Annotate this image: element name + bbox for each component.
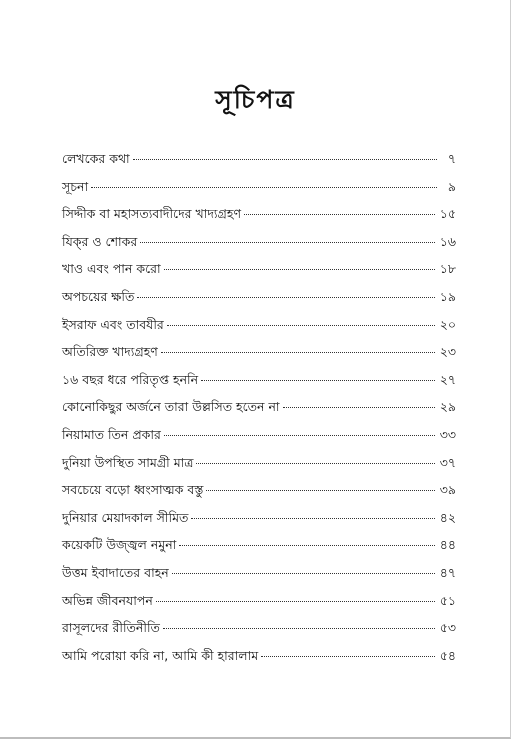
toc-entry-page: ৭ [447,151,456,166]
toc-entry-page: ৩৩ [439,426,456,442]
toc-entry[interactable] [62,453,456,481]
toc-leader-dots [163,628,435,629]
toc-entry-page: ৫১ [439,592,456,608]
toc-entry-page: ১৬ [439,233,456,249]
toc-leader-dots [201,380,435,381]
toc-entry-page: ৫৪ [439,647,456,663]
toc-entry-label: দুনিয়া উপস্থিত সামগ্রী মাত্র [62,454,194,470]
toc-entry-page: ৪৭ [439,564,456,580]
toc-leader-dots [156,601,435,602]
toc-leader-dots [164,435,435,436]
toc-entry-page: ৩৭ [439,454,456,470]
toc-entry-label: ১৬ বছর ধরে পরিতৃপ্ত হননি [62,371,199,387]
toc-entry-label: সিদ্দীক বা মহাসত্যবাদীদের খাদ্যগ্রহণ [62,206,242,222]
toc-entry-page: ২৩ [439,344,456,360]
toc-entry-label: খাও এবং পান করো [62,261,161,277]
toc-entry-page: ২০ [439,316,456,332]
toc-entry[interactable] [62,563,456,591]
toc-entry[interactable] [62,342,456,370]
toc-entry-label: কোনোকিছুর অর্জনে তারা উল্লসিত হতেন না [62,399,280,415]
toc-entry[interactable] [62,618,456,646]
toc-leader-dots [261,656,435,657]
toc-entry-page: ১৮ [439,261,456,277]
toc-entry-label: আমি পরোয়া করি না, আমি কী হারালাম [62,647,259,663]
toc-leader-dots [179,545,434,546]
toc-entry-page: ৫৩ [439,620,456,636]
page-title: সূচিপত্র [215,85,296,114]
toc-entry[interactable] [62,370,456,398]
toc-entry-label: যিক্‌র ও শোকর [62,233,138,249]
toc-leader-dots [164,269,435,270]
toc-leader-dots [191,518,434,519]
toc-entry-page: ১৫ [439,206,456,222]
toc-entry-page: ৪২ [439,509,456,525]
toc-entry[interactable] [62,232,456,260]
toc-entry-label: ইসরাফ এবং তাবযীর [62,316,164,332]
toc-entry-label: অপচয়ের ক্ষতি [62,288,135,304]
toc-entry[interactable] [62,480,456,508]
toc-entry-page: ২৭ [439,371,456,387]
toc-leader-dots [206,490,434,491]
toc-leader-dots [161,352,435,353]
toc-entry-page: ১৯ [439,288,456,304]
toc-entry-label: সবচেয়ে বড়ো ধ্বংসাত্মক বস্তু [62,482,204,498]
toc-leader-dots [172,573,435,574]
toc-entry-label: সূচনা [62,178,89,194]
toc-leader-dots [244,214,435,215]
toc-leader-dots [196,463,434,464]
toc-leader-dots [133,159,437,160]
toc-entry[interactable] [62,315,456,343]
toc-entry-label: অভিন্ন জীবনযাপন [62,592,153,608]
toc-leader-dots [140,242,434,243]
toc-entry-label: নিয়ামাত তিন প্রকার [62,426,161,442]
toc-leader-dots [91,187,437,188]
toc-entry-page: ২৯ [439,399,456,415]
toc-entry[interactable] [62,259,456,287]
toc-entry[interactable] [62,646,456,674]
toc-entry[interactable] [62,204,456,232]
toc-leader-dots [137,297,434,298]
toc-entry[interactable] [62,397,456,425]
toc-entry-label: লেখকের কথা [62,151,130,166]
toc-entry[interactable] [62,591,456,619]
toc-entry-label: অতিরিক্ত খাদ্যগ্রহণ [62,344,158,360]
toc-entry-page: ৯ [447,178,456,194]
toc-entry-page: ৪৪ [439,537,456,553]
toc-entry[interactable] [62,149,456,177]
toc-entry[interactable] [62,177,456,205]
toc-leader-dots [283,407,435,408]
toc-entry[interactable] [62,287,456,315]
toc-entry[interactable] [62,425,456,453]
toc-entry[interactable] [62,508,456,536]
table-of-contents [62,149,456,673]
toc-entry-label: উত্তম ইবাদাতের বাহন [62,564,169,580]
toc-entry-label: দুনিয়ার মেয়াদকাল সীমিত [62,509,189,525]
toc-leader-dots [167,325,435,326]
toc-entry-label: রাসূলদের রীতিনীতি [62,620,160,636]
toc-entry-page: ৩৯ [439,482,456,498]
toc-entry-label: কয়েকটি উজ্জ্বল নমুনা [62,537,177,553]
toc-entry[interactable] [62,535,456,563]
